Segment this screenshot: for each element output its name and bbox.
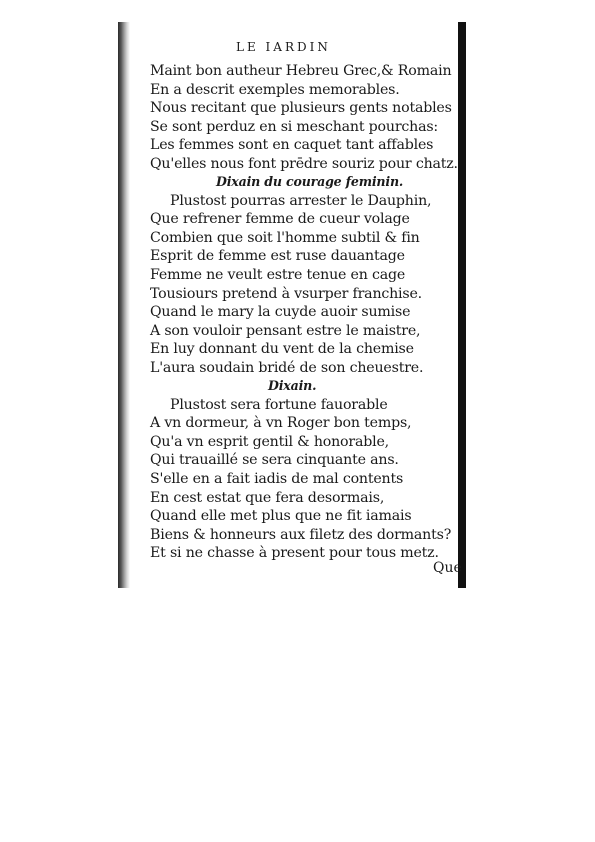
verse-line: Se sont perduz en si meschant pourchas: <box>150 118 438 135</box>
page-edge <box>458 22 466 588</box>
verse-line: A vn dormeur, à vn Roger bon temps, <box>150 415 412 432</box>
verse-line: Qu'elles nous font prēdre souriz pour chatz. <box>150 155 458 172</box>
verse-line: En a descrit exemples memorables. <box>150 81 400 98</box>
verse-line: S'elle en a fait iadis de mal contents <box>150 471 404 488</box>
verse-line: Combien que soit l'homme subtil & fin <box>150 229 420 246</box>
verse-line: Quand le mary la cuyde auoir sumise <box>150 304 411 321</box>
verse-line: Esprit de femme est ruse dauantage <box>150 248 405 265</box>
verse-line: Les femmes sont en caquet tant affables <box>150 137 434 154</box>
verse-line: Plustost sera fortune fauorable <box>170 396 388 413</box>
verse-line: Plustost pourras arrester le Dauphin, <box>170 192 432 209</box>
verse-line: Qu'a vn esprit gentil & honorable, <box>150 433 389 450</box>
verse-line: Qui trauaillé se sera cinquante ans. <box>150 452 399 469</box>
verse-line: En luy donnant du vent de la chemise <box>150 341 414 358</box>
verse-line: Nous recitant que plusieurs gents notables <box>150 100 452 117</box>
verse-line: Quand elle met plus que ne fit iamais <box>150 508 412 525</box>
verse-line: Biens & honneurs aux filetz des dormants? <box>150 526 452 543</box>
verse-line: Femme ne veult estre tenue en cage <box>150 267 406 284</box>
verse-line: Que refrener femme de cueur volage <box>150 211 410 228</box>
poem-heading: Dixain. <box>268 378 317 394</box>
verse-line: Et si ne chasse à present pour tous metz. <box>150 545 439 562</box>
verse-line: Tousiours pretend à vsurper franchise. <box>150 285 422 302</box>
verse-line: L'aura soudain bridé de son cheuestre. <box>150 359 424 376</box>
poem-heading: Dixain du courage feminin. <box>216 174 404 190</box>
verse-line: En cest estat que fera desormais, <box>150 489 385 506</box>
binding-shadow <box>118 22 130 588</box>
verse-line: Maint bon autheur Hebreu Grec,& Romain <box>150 63 452 79</box>
verse-line: A son vouloir pensant estre le maistre, <box>150 322 421 339</box>
catchword: Que <box>433 560 462 576</box>
verse-text-block <box>150 62 458 563</box>
running-head: LE IARDIN <box>236 40 331 54</box>
